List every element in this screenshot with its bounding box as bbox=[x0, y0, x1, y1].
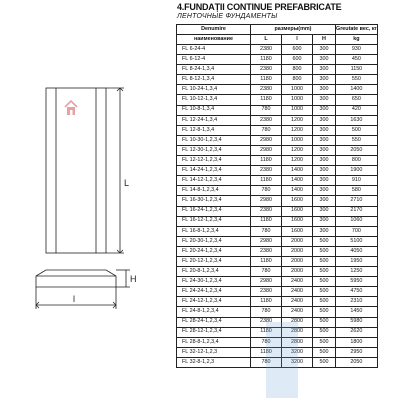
cell-name: FL 24-24-1,2,3,4 bbox=[177, 287, 251, 297]
cell-height: 300 bbox=[313, 196, 336, 206]
cell-name: FL 10-30-1,2,3,4 bbox=[177, 135, 251, 145]
cell-length: 780 bbox=[251, 337, 282, 347]
cell-weight: 500 bbox=[336, 125, 378, 135]
cell-name: FL 20-8-1,2,3,4 bbox=[177, 267, 251, 277]
cell-width: 2000 bbox=[282, 267, 313, 277]
dimension-H-label: H bbox=[130, 274, 137, 284]
cell-width: 2800 bbox=[282, 337, 313, 347]
table-row bbox=[177, 307, 378, 317]
cell-name: FL 12-12-1,2,3,4 bbox=[177, 156, 251, 166]
table-row bbox=[177, 135, 378, 145]
cell-length: 780 bbox=[251, 105, 282, 115]
cell-height: 500 bbox=[313, 267, 336, 277]
cell-width: 600 bbox=[282, 55, 313, 65]
cell-height: 500 bbox=[313, 287, 336, 297]
cell-name: FL 16-24-1,2,3,4 bbox=[177, 206, 251, 216]
cell-name: FL 12-8-1,3,4 bbox=[177, 125, 251, 135]
cell-weight: 4750 bbox=[336, 287, 378, 297]
table-row bbox=[177, 55, 378, 65]
cell-name: FL 10-12-1,3,4 bbox=[177, 95, 251, 105]
cell-weight: 2170 bbox=[336, 206, 378, 216]
cell-width: 1200 bbox=[282, 145, 313, 155]
header-H: H bbox=[313, 35, 336, 45]
cell-width: 800 bbox=[282, 75, 313, 85]
table-row bbox=[177, 246, 378, 256]
cell-height: 300 bbox=[313, 135, 336, 145]
cell-length: 780 bbox=[251, 125, 282, 135]
cell-weight: 2950 bbox=[336, 347, 378, 357]
table-row bbox=[177, 297, 378, 307]
cell-name: FL 32-8-1,2,3 bbox=[177, 357, 251, 367]
page-title: 4.FUNDAȚII CONTINUE PREFABRICATE bbox=[177, 2, 342, 12]
cell-name: FL 24-12-1,2,3,4 bbox=[177, 297, 251, 307]
cell-width: 1000 bbox=[282, 105, 313, 115]
cell-height: 300 bbox=[313, 45, 336, 55]
table-row bbox=[177, 156, 378, 166]
cell-height: 300 bbox=[313, 95, 336, 105]
cell-height: 300 bbox=[313, 85, 336, 95]
cell-name: FL 8-12-1,3,4 bbox=[177, 75, 251, 85]
cell-width: 2400 bbox=[282, 307, 313, 317]
table-row bbox=[177, 196, 378, 206]
cell-weight: 2050 bbox=[336, 145, 378, 155]
cell-length: 1180 bbox=[251, 297, 282, 307]
cell-height: 300 bbox=[313, 166, 336, 176]
cell-weight: 550 bbox=[336, 75, 378, 85]
cell-width: 1600 bbox=[282, 196, 313, 206]
cell-length: 1180 bbox=[251, 156, 282, 166]
cell-name: FL 24-8-1,2,3,4 bbox=[177, 307, 251, 317]
table-row bbox=[177, 226, 378, 236]
cell-name: FL 16-30-1,2,3,4 bbox=[177, 196, 251, 206]
house-icon bbox=[64, 100, 78, 116]
cell-width: 1400 bbox=[282, 186, 313, 196]
cell-length: 2980 bbox=[251, 196, 282, 206]
cell-height: 300 bbox=[313, 115, 336, 125]
table-body bbox=[177, 45, 378, 368]
cell-weight: 1800 bbox=[336, 337, 378, 347]
header-weight-unit: kg bbox=[336, 35, 378, 45]
cell-height: 500 bbox=[313, 327, 336, 337]
cell-length: 2380 bbox=[251, 206, 282, 216]
cell-height: 500 bbox=[313, 337, 336, 347]
cell-height: 300 bbox=[313, 65, 336, 75]
header-l: l bbox=[282, 35, 313, 45]
cell-weight: 650 bbox=[336, 95, 378, 105]
cell-name: FL 12-24-1,3,4 bbox=[177, 115, 251, 125]
cell-length: 2380 bbox=[251, 287, 282, 297]
cell-name: FL 10-8-1,3,4 bbox=[177, 105, 251, 115]
table-row bbox=[177, 327, 378, 337]
cell-length: 1180 bbox=[251, 176, 282, 186]
dimension-L-label: L bbox=[124, 178, 130, 188]
cell-width: 1000 bbox=[282, 135, 313, 145]
cell-height: 500 bbox=[313, 357, 336, 367]
cell-weight: 1950 bbox=[336, 256, 378, 266]
cell-width: 600 bbox=[282, 45, 313, 55]
cell-length: 1180 bbox=[251, 327, 282, 337]
table-row bbox=[177, 236, 378, 246]
table-row bbox=[177, 145, 378, 155]
cell-weight: 2710 bbox=[336, 196, 378, 206]
cell-height: 300 bbox=[313, 186, 336, 196]
cell-name: FL 20-12-1,2,3,4 bbox=[177, 256, 251, 266]
cell-width: 2800 bbox=[282, 327, 313, 337]
cell-name: FL 28-24-1,2,3,4 bbox=[177, 317, 251, 327]
cell-name: FL 24-30-1,2,3,4 bbox=[177, 277, 251, 287]
cell-weight: 1400 bbox=[336, 85, 378, 95]
cell-height: 300 bbox=[313, 125, 336, 135]
table-row bbox=[177, 65, 378, 75]
cell-width: 2000 bbox=[282, 246, 313, 256]
cell-width: 1200 bbox=[282, 156, 313, 166]
cell-width: 1000 bbox=[282, 85, 313, 95]
cell-width: 1400 bbox=[282, 176, 313, 186]
cell-weight: 910 bbox=[336, 176, 378, 186]
table-row bbox=[177, 105, 378, 115]
cell-weight: 1900 bbox=[336, 166, 378, 176]
cell-weight: 1150 bbox=[336, 65, 378, 75]
cell-width: 2000 bbox=[282, 236, 313, 246]
table-row bbox=[177, 125, 378, 135]
cell-name: FL 10-24-1,3,4 bbox=[177, 85, 251, 95]
table-row bbox=[177, 115, 378, 125]
table-row bbox=[177, 176, 378, 186]
cell-name: FL 28-8-1,2,3,4 bbox=[177, 337, 251, 347]
cell-height: 300 bbox=[313, 216, 336, 226]
cell-width: 1400 bbox=[282, 166, 313, 176]
page-subtitle: ЛЕНТОЧНЫЕ ФУНДАМЕНТЫ bbox=[177, 13, 278, 20]
cell-name: FL 32-12-1,2,3 bbox=[177, 347, 251, 357]
cell-name: FL 14-24-1,2,3,4 bbox=[177, 166, 251, 176]
cell-weight: 800 bbox=[336, 156, 378, 166]
table-row bbox=[177, 347, 378, 357]
cell-height: 500 bbox=[313, 236, 336, 246]
table-row bbox=[177, 186, 378, 196]
cell-weight: 580 bbox=[336, 186, 378, 196]
cell-weight: 2050 bbox=[336, 357, 378, 367]
cell-name: FL 16-12-1,2,3,4 bbox=[177, 216, 251, 226]
cell-width: 2800 bbox=[282, 317, 313, 327]
block-section-outline bbox=[36, 270, 116, 287]
cell-length: 1180 bbox=[251, 347, 282, 357]
foundation-spec-table bbox=[176, 24, 378, 368]
cell-length: 2380 bbox=[251, 85, 282, 95]
cell-height: 500 bbox=[313, 277, 336, 287]
cell-height: 300 bbox=[313, 176, 336, 186]
header-dimensions: размеры(mm) bbox=[251, 25, 336, 35]
cell-length: 2380 bbox=[251, 45, 282, 55]
cell-length: 1180 bbox=[251, 55, 282, 65]
cell-width: 2000 bbox=[282, 256, 313, 266]
cell-height: 300 bbox=[313, 55, 336, 65]
table-row bbox=[177, 216, 378, 226]
cell-weight: 2310 bbox=[336, 297, 378, 307]
cell-weight: 2620 bbox=[336, 327, 378, 337]
cell-width: 1200 bbox=[282, 125, 313, 135]
cell-length: 2980 bbox=[251, 236, 282, 246]
cell-weight: 4050 bbox=[336, 246, 378, 256]
cell-name: FL 12-30-1,2,3,4 bbox=[177, 145, 251, 155]
cell-height: 500 bbox=[313, 317, 336, 327]
cell-weight: 5980 bbox=[336, 317, 378, 327]
dimension-l-label: l bbox=[73, 294, 75, 304]
cell-weight: 420 bbox=[336, 105, 378, 115]
cell-name: FL 20-30-1,2,3,4 bbox=[177, 236, 251, 246]
cell-length: 780 bbox=[251, 186, 282, 196]
table-row bbox=[177, 256, 378, 266]
cell-width: 1200 bbox=[282, 115, 313, 125]
cell-weight: 1060 bbox=[336, 216, 378, 226]
cell-name: FL 20-24-1,2,3,4 bbox=[177, 246, 251, 256]
cell-length: 780 bbox=[251, 226, 282, 236]
cell-height: 500 bbox=[313, 256, 336, 266]
cell-length: 2980 bbox=[251, 135, 282, 145]
cell-width: 3200 bbox=[282, 347, 313, 357]
cell-length: 2380 bbox=[251, 65, 282, 75]
cell-length: 1180 bbox=[251, 75, 282, 85]
cell-length: 1180 bbox=[251, 95, 282, 105]
cell-weight: 550 bbox=[336, 135, 378, 145]
cell-height: 500 bbox=[313, 347, 336, 357]
cell-length: 2380 bbox=[251, 246, 282, 256]
table-row bbox=[177, 85, 378, 95]
cell-name: FL 14-12-1,2,3,4 bbox=[177, 176, 251, 186]
cell-height: 300 bbox=[313, 206, 336, 216]
cell-name: FL 8-24-1,3,4 bbox=[177, 65, 251, 75]
cell-weight: 450 bbox=[336, 55, 378, 65]
cell-height: 500 bbox=[313, 307, 336, 317]
cell-width: 2400 bbox=[282, 287, 313, 297]
table-row bbox=[177, 95, 378, 105]
cell-height: 500 bbox=[313, 246, 336, 256]
cell-length: 780 bbox=[251, 267, 282, 277]
cell-width: 1600 bbox=[282, 216, 313, 226]
cell-length: 2380 bbox=[251, 317, 282, 327]
cell-length: 780 bbox=[251, 307, 282, 317]
cell-height: 300 bbox=[313, 226, 336, 236]
cell-width: 3200 bbox=[282, 357, 313, 367]
cell-length: 2380 bbox=[251, 166, 282, 176]
cell-width: 1600 bbox=[282, 226, 313, 236]
cell-width: 2400 bbox=[282, 297, 313, 307]
cell-length: 1180 bbox=[251, 216, 282, 226]
cell-name: FL 16-8-1,2,3,4 bbox=[177, 226, 251, 236]
foundation-block-drawing bbox=[0, 0, 190, 420]
table-row bbox=[177, 267, 378, 277]
cell-name: FL 6-24-4 bbox=[177, 45, 251, 55]
header-weight: Greutate вес, кг bbox=[336, 25, 378, 35]
cell-height: 300 bbox=[313, 156, 336, 166]
cell-weight: 5950 bbox=[336, 277, 378, 287]
cell-length: 2980 bbox=[251, 145, 282, 155]
cell-height: 300 bbox=[313, 105, 336, 115]
cell-length: 780 bbox=[251, 357, 282, 367]
cell-width: 1000 bbox=[282, 95, 313, 105]
header-name: Denumire bbox=[177, 25, 251, 35]
cell-weight: 700 bbox=[336, 226, 378, 236]
cell-name: FL 6-12-4 bbox=[177, 55, 251, 65]
cell-weight: 1450 bbox=[336, 307, 378, 317]
cell-width: 800 bbox=[282, 65, 313, 75]
table-row bbox=[177, 75, 378, 85]
header-L: L bbox=[251, 35, 282, 45]
cell-name: FL 28-12-1,2,3,4 bbox=[177, 327, 251, 337]
table-row bbox=[177, 45, 378, 55]
cell-height: 300 bbox=[313, 145, 336, 155]
cell-weight: 1250 bbox=[336, 267, 378, 277]
table-row bbox=[177, 166, 378, 176]
table-row bbox=[177, 287, 378, 297]
cell-length: 2380 bbox=[251, 115, 282, 125]
table-row bbox=[177, 206, 378, 216]
cell-length: 1180 bbox=[251, 256, 282, 266]
cell-weight: 5100 bbox=[336, 236, 378, 246]
table-row bbox=[177, 337, 378, 347]
table-row bbox=[177, 317, 378, 327]
cell-weight: 930 bbox=[336, 45, 378, 55]
cell-length: 2980 bbox=[251, 277, 282, 287]
cell-height: 300 bbox=[313, 75, 336, 85]
table-row bbox=[177, 357, 378, 367]
header-name-ru: наименование bbox=[177, 35, 251, 45]
cell-weight: 1630 bbox=[336, 115, 378, 125]
cell-height: 500 bbox=[313, 297, 336, 307]
cell-width: 2400 bbox=[282, 277, 313, 287]
cell-width: 1600 bbox=[282, 206, 313, 216]
cell-name: FL 14-8-1,2,3,4 bbox=[177, 186, 251, 196]
table-row bbox=[177, 277, 378, 287]
